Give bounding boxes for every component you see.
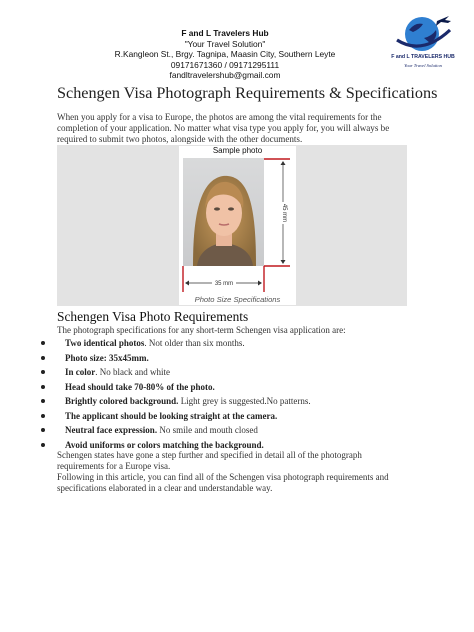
list-item: Head should take 70-80% of the photo. xyxy=(36,382,311,397)
section-intro: The photograph specifications for any short-term Schengen visa application are: xyxy=(57,325,346,335)
requirements-list xyxy=(36,338,311,454)
letterhead xyxy=(110,28,340,81)
photo-caption: Photo Size Specifications xyxy=(194,295,281,304)
bullet-icon xyxy=(41,428,45,432)
tagline: "Your Travel Solution" xyxy=(184,38,266,49)
logo-tagline: Your Travel Solution xyxy=(404,63,442,68)
list-item: Photo size: 35x45mm. xyxy=(36,353,311,368)
bullet-icon xyxy=(41,356,45,360)
org-name: F and L Travelers Hub xyxy=(181,28,269,38)
closing-paragraph xyxy=(57,450,409,494)
intro-paragraph: When you apply for a visa to Europe, the photos are among the vital requirements for the completion of your application. No matter what visa type you apply for, you will always be required to submit two photos, alongside with the other documents. xyxy=(57,112,390,144)
sample-photo-label: Sample photo xyxy=(212,146,263,155)
email-address: fandltravelershub@gmail.com xyxy=(169,70,281,81)
closing-sentence: Following in this article, you can find all of the Schengen visa photograph requirements and specifications elaborated in a clear and understandable way. xyxy=(57,472,389,493)
bullet-icon xyxy=(41,341,45,345)
sample-photo-diagram xyxy=(179,146,296,294)
list-item: Avoid uniforms or colors matching the background. xyxy=(36,440,311,455)
photo-figure-panel xyxy=(57,145,407,306)
width-dimension-label: 35 mm xyxy=(214,281,234,287)
list-item: The applicant should be looking straight at the camera. xyxy=(36,411,311,426)
address: R.Kangleon St., Brgy. Tagnipa, Maasin City, Southern Leyte xyxy=(114,49,336,60)
photo-card xyxy=(179,146,296,305)
globe-plane-icon xyxy=(388,12,458,56)
list-item: Brightly colored background. Light grey is suggested.No patterns. xyxy=(36,396,311,411)
page-title: Schengen Visa Photograph Requirements & Specifications xyxy=(57,84,438,102)
list-item: Two identical photos. Not older than six months. xyxy=(36,338,311,353)
list-item: In color. No black and white xyxy=(36,367,311,382)
closing-sentence: Schengen states have gone a step further and specified in detail all of the photograph requirements for a Europe visa. xyxy=(57,450,362,471)
bullet-icon xyxy=(41,414,45,418)
bullet-icon xyxy=(41,370,45,374)
company-logo xyxy=(388,12,458,76)
bullet-icon xyxy=(41,443,45,447)
bullet-icon xyxy=(41,399,45,403)
phone-numbers: 09171671360 / 09171295111 xyxy=(170,59,280,70)
logo-name: F and L TRAVELERS HUB xyxy=(391,54,455,60)
height-dimension-label: 45 mm xyxy=(281,203,287,223)
section-heading: Schengen Visa Photo Requirements xyxy=(57,309,249,324)
list-item: Neutral face expression. No smile and mouth closed xyxy=(36,425,311,440)
bullet-icon xyxy=(41,385,45,389)
